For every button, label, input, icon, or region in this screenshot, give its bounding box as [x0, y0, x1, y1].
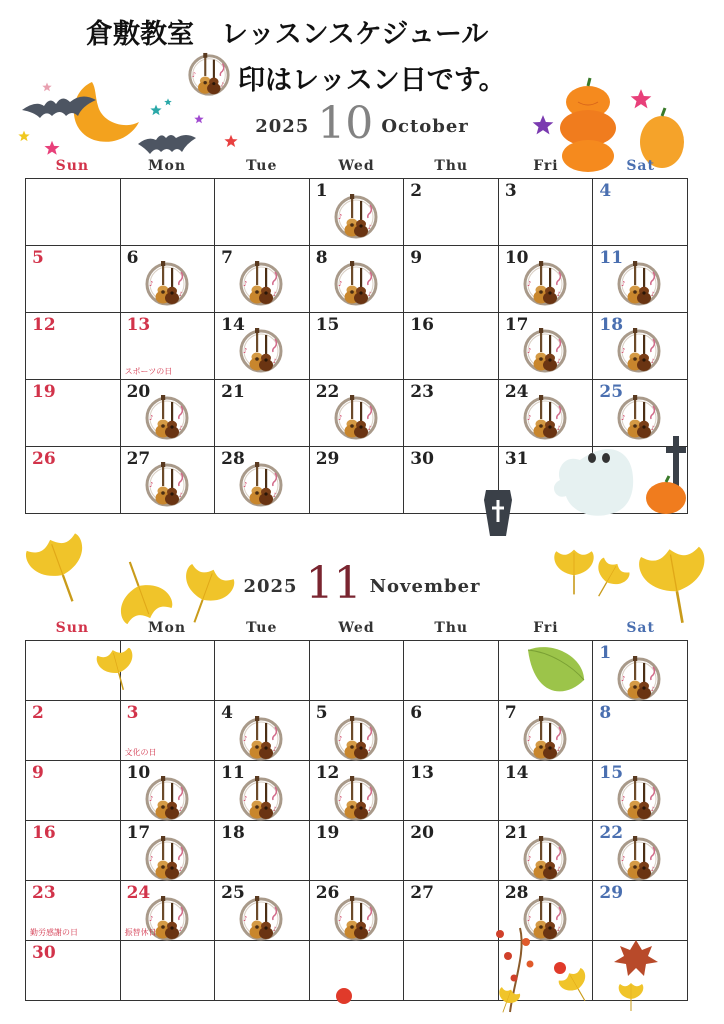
guitar-lesson-icon	[143, 260, 191, 312]
day-cell-3	[121, 701, 216, 761]
day-number: 26	[32, 449, 56, 469]
empty-cell	[215, 179, 310, 246]
day-cell-1	[310, 179, 405, 246]
day-cell-19	[26, 380, 121, 447]
day-cell-18	[593, 313, 688, 380]
day-cell-13	[121, 313, 216, 380]
day-number: 23	[410, 382, 434, 402]
day-number: 20	[410, 823, 434, 843]
day-cell-15	[310, 313, 405, 380]
ghost-decoration	[480, 430, 700, 540]
day-number: 29	[315, 449, 340, 469]
weekday-mon: Mon	[148, 158, 187, 174]
day-cell-18	[215, 821, 310, 881]
day-number: 13	[410, 763, 434, 783]
empty-cell	[404, 941, 499, 1001]
weekday-mon: Mon	[148, 620, 187, 636]
day-number: 16	[32, 823, 56, 843]
day-number: 6	[410, 703, 423, 723]
day-number: 25	[599, 382, 624, 402]
holiday-label: スポーツの日	[124, 367, 173, 376]
guitar-lesson-icon	[143, 835, 191, 887]
guitar-lesson-icon	[237, 327, 285, 379]
day-number: 2	[32, 703, 44, 723]
ghost-icon	[554, 449, 633, 516]
day-number: 16	[410, 315, 434, 335]
day-cell-12	[26, 313, 121, 380]
day-cell-7	[499, 701, 594, 761]
day-number: 4	[221, 703, 233, 723]
day-number: 29	[599, 883, 624, 903]
guitar-lesson-icon	[332, 895, 380, 947]
day-cell-9	[26, 761, 121, 821]
day-cell-8	[593, 701, 688, 761]
day-number: 9	[32, 763, 44, 783]
day-number: 1	[315, 181, 328, 201]
day-number: 8	[315, 248, 328, 268]
day-number: 11	[221, 763, 245, 783]
guitar-lesson-icon	[521, 260, 569, 312]
day-number: 3	[504, 181, 517, 201]
day-number: 24	[504, 382, 529, 402]
day-number: 12	[315, 763, 340, 783]
day-cell-26	[26, 447, 121, 514]
day-cell-10	[121, 761, 216, 821]
day-cell-11	[215, 761, 310, 821]
november-weekday-header	[25, 620, 688, 636]
guitar-lesson-icon	[521, 327, 569, 379]
day-number: 28	[504, 883, 529, 903]
day-number: 27	[410, 883, 434, 903]
day-cell-5	[310, 701, 405, 761]
weekday-sun: Sun	[55, 158, 90, 174]
guitar-lesson-icon	[237, 260, 285, 312]
day-number: 19	[315, 823, 340, 843]
guitar-lesson-icon	[332, 715, 380, 767]
day-cell-20	[121, 380, 216, 447]
weekday-sun: Sun	[55, 620, 90, 636]
day-cell-17	[499, 313, 594, 380]
guitar-lesson-icon	[615, 775, 663, 827]
guitar-lesson-icon	[615, 260, 663, 312]
ginkgo-leaf-icon	[524, 640, 594, 706]
day-number: 21	[504, 823, 529, 843]
day-cell-6	[404, 701, 499, 761]
schedule-subtitle: 印はレッスン日です。	[238, 65, 506, 96]
day-number: 18	[599, 315, 624, 335]
day-cell-14	[499, 761, 594, 821]
day-number: 7	[221, 248, 233, 268]
day-cell-23	[26, 881, 121, 941]
day-number: 3	[126, 703, 139, 723]
day-cell-2	[404, 179, 499, 246]
day-number: 7	[504, 703, 517, 723]
day-number: 5	[32, 248, 44, 268]
day-number: 12	[32, 315, 56, 335]
empty-cell	[404, 641, 499, 701]
day-number: 14	[504, 763, 529, 783]
october-month-number: 10	[317, 98, 374, 149]
guitar-lesson-icon	[143, 461, 191, 513]
day-cell-26	[310, 881, 405, 941]
day-number: 17	[126, 823, 151, 843]
day-cell-16	[404, 313, 499, 380]
holiday-label: 文化の日	[124, 748, 157, 757]
maple-leaf-icon	[614, 940, 658, 976]
day-cell-4	[593, 179, 688, 246]
holiday-label: 勤労感謝の日	[30, 928, 78, 937]
day-number: 22	[599, 823, 624, 843]
october-header	[0, 98, 724, 149]
weekday-fri: Fri	[533, 158, 559, 174]
day-cell-22	[593, 821, 688, 881]
day-number: 2	[410, 181, 423, 201]
ginkgo-leaf-icon	[96, 648, 142, 694]
guitar-lesson-icon	[237, 715, 285, 767]
guitar-lesson-icon	[521, 715, 569, 767]
empty-cell	[121, 179, 216, 246]
autumn-decoration	[490, 922, 690, 1018]
day-cell-25	[215, 881, 310, 941]
day-cell-16	[26, 821, 121, 881]
berry-icon	[334, 986, 354, 1006]
weekday-wed: Wed	[338, 158, 375, 174]
guitar-lesson-icon	[143, 394, 191, 446]
day-number: 15	[599, 763, 624, 783]
november-year: 2025	[243, 576, 298, 597]
day-number: 23	[32, 883, 56, 903]
day-cell-28	[215, 447, 310, 514]
guitar-lesson-icon	[521, 835, 569, 887]
day-cell-27	[121, 447, 216, 514]
pumpkin-icon	[646, 476, 686, 514]
empty-cell	[215, 641, 310, 701]
weekday-sat: Sat	[626, 620, 655, 636]
guitar-lesson-icon	[237, 461, 285, 513]
ginkgo-leaf-icon	[493, 966, 644, 1016]
day-cell-9	[404, 246, 499, 313]
day-number: 31	[504, 449, 529, 469]
day-number: 19	[32, 382, 56, 402]
day-number: 6	[126, 248, 139, 268]
day-number: 14	[221, 315, 245, 335]
guitar-lesson-icon	[237, 895, 285, 947]
day-number: 8	[599, 703, 612, 723]
day-cell-15	[593, 761, 688, 821]
day-cell-2	[26, 701, 121, 761]
day-number: 17	[504, 315, 529, 335]
empty-cell	[121, 941, 216, 1001]
empty-cell	[310, 641, 405, 701]
day-number: 18	[221, 823, 245, 843]
day-cell-20	[404, 821, 499, 881]
weekday-thu: Thu	[434, 620, 469, 636]
guitar-lesson-icon	[143, 895, 191, 947]
day-cell-4	[215, 701, 310, 761]
cross-icon	[666, 436, 686, 488]
holiday-label: 振替休日	[124, 928, 157, 937]
day-number: 9	[410, 248, 423, 268]
day-cell-8	[310, 246, 405, 313]
day-number: 30	[32, 943, 56, 963]
day-number: 26	[315, 883, 340, 903]
day-cell-29	[310, 447, 405, 514]
day-cell-19	[310, 821, 405, 881]
day-cell-7	[215, 246, 310, 313]
november-month-number: 11	[305, 558, 362, 609]
day-cell-11	[593, 246, 688, 313]
day-number: 15	[315, 315, 340, 335]
day-number: 1	[599, 643, 612, 663]
day-cell-27	[404, 881, 499, 941]
day-number: 10	[126, 763, 151, 783]
day-cell-5	[26, 246, 121, 313]
day-number: 28	[221, 449, 245, 469]
day-number: 13	[126, 315, 151, 335]
day-number: 24	[126, 883, 151, 903]
guitar-lesson-icon	[332, 775, 380, 827]
day-number: 30	[410, 449, 434, 469]
coffin-icon	[484, 490, 512, 536]
empty-cell	[215, 941, 310, 1001]
weekday-sat: Sat	[626, 158, 655, 174]
november-month-name: November	[369, 576, 481, 597]
day-cell-12	[310, 761, 405, 821]
day-number: 4	[599, 181, 612, 201]
weekday-thu: Thu	[434, 158, 469, 174]
guitar-lesson-icon	[332, 394, 380, 446]
guitar-lesson-icon	[237, 775, 285, 827]
october-year: 2025	[255, 116, 310, 137]
schedule-title: 倉敷教室 レッスンスケジュール	[86, 19, 489, 50]
october-month-name: October	[381, 116, 469, 137]
october-weekday-header	[25, 158, 688, 174]
day-number: 10	[504, 248, 529, 268]
guitar-lesson-icon	[332, 193, 380, 245]
day-number: 11	[599, 248, 624, 268]
guitar-lesson-icon	[615, 835, 663, 887]
weekday-tue: Tue	[246, 620, 278, 636]
day-number: 22	[315, 382, 340, 402]
day-cell-30	[26, 941, 121, 1001]
day-cell-14	[215, 313, 310, 380]
day-cell-6	[121, 246, 216, 313]
day-number: 21	[221, 382, 245, 402]
day-cell-10	[499, 246, 594, 313]
day-cell-22	[310, 380, 405, 447]
day-cell-1	[593, 641, 688, 701]
day-cell-21	[215, 380, 310, 447]
day-number: 25	[221, 883, 245, 903]
day-number: 27	[126, 449, 151, 469]
day-cell-3	[499, 179, 594, 246]
guitar-lesson-icon	[615, 327, 663, 379]
weekday-tue: Tue	[246, 158, 278, 174]
guitar-lesson-icon	[143, 775, 191, 827]
day-cell-24	[121, 881, 216, 941]
empty-cell	[310, 941, 405, 1001]
ginkgo-leaf-icon	[554, 544, 715, 629]
day-cell-21	[499, 821, 594, 881]
empty-cell	[26, 179, 121, 246]
guitar-lesson-icon	[332, 260, 380, 312]
guitar-lesson-icon	[615, 655, 663, 707]
day-number: 20	[126, 382, 151, 402]
day-cell-13	[404, 761, 499, 821]
day-number: 5	[315, 703, 328, 723]
weekday-wed: Wed	[338, 620, 375, 636]
day-cell-17	[121, 821, 216, 881]
weekday-fri: Fri	[533, 620, 559, 636]
